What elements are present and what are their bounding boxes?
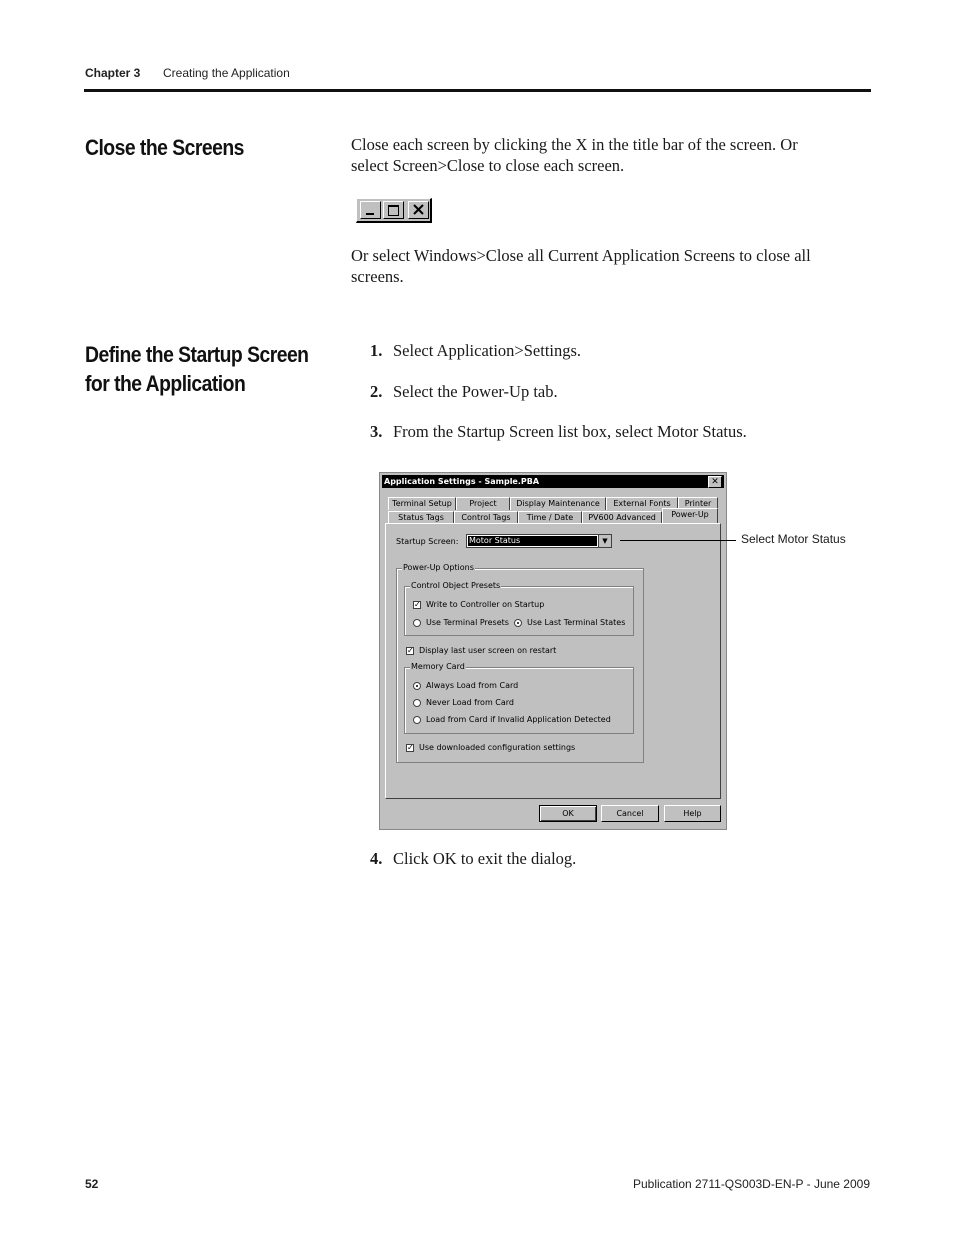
callout-leader xyxy=(620,540,736,541)
tab-printer[interactable]: Printer xyxy=(678,497,718,510)
use-last-states-radio[interactable] xyxy=(514,619,522,627)
use-downloaded-checkbox[interactable]: ✓ xyxy=(407,743,414,752)
dialog-close-icon[interactable]: ✕ xyxy=(708,476,722,488)
close-icon xyxy=(408,201,429,219)
header-rule xyxy=(84,89,871,92)
application-settings-dialog xyxy=(379,472,727,830)
tab-terminal-setup[interactable]: Terminal Setup xyxy=(388,497,456,510)
power-up-options-label: Power-Up Options xyxy=(403,563,474,572)
close-paragraph-1: Close each screen by clicking the X in the title bar of the screen. Or select Screen>Close to close each screen. xyxy=(351,135,798,175)
always-load-radio[interactable] xyxy=(413,682,421,690)
use-downloaded-label: Use downloaded configuration settings xyxy=(419,743,576,752)
dialog-title: Application Settings - Sample.PBA xyxy=(384,477,540,486)
maximize-icon xyxy=(383,201,404,219)
list-item: 2. Select the Power-Up tab. xyxy=(370,382,558,401)
write-controller-label: Write to Controller on Startup xyxy=(426,600,545,609)
memory-card-label: Memory Card xyxy=(411,662,465,671)
minimize-icon xyxy=(360,201,381,219)
never-load-label: Never Load from Card xyxy=(426,698,515,707)
write-controller-checkbox[interactable]: ✓ xyxy=(414,600,421,609)
startup-screen-value: Motor Status xyxy=(468,536,597,546)
heading-close-screens: Close the Screens xyxy=(85,135,244,160)
tab-display-maintenance[interactable]: Display Maintenance xyxy=(510,497,606,510)
control-object-presets-group xyxy=(404,581,634,636)
dialog-title-bar xyxy=(382,475,724,488)
display-last-checkbox[interactable]: ✓ xyxy=(407,646,414,655)
startup-screen-select[interactable] xyxy=(466,534,612,548)
tab-external-fonts[interactable]: External Fonts xyxy=(606,497,678,510)
tab-control-tags[interactable]: Control Tags xyxy=(454,511,518,524)
window-title-buttons xyxy=(356,198,432,223)
use-presets-radio[interactable] xyxy=(413,619,421,627)
never-load-radio[interactable] xyxy=(413,699,421,707)
list-item: 3. From the Startup Screen list box, select Motor Status. xyxy=(370,422,747,441)
section-label: Creating the Application xyxy=(163,66,290,80)
control-object-presets-label: Control Object Presets xyxy=(411,581,501,590)
tab-status-tags[interactable]: Status Tags xyxy=(388,511,454,524)
publication-info: Publication 2711-QS003D-EN-P - June 2009 xyxy=(632,1177,870,1191)
display-last-label: Display last user screen on restart xyxy=(419,646,557,655)
cancel-button[interactable]: Cancel xyxy=(601,805,659,822)
help-button[interactable]: Help xyxy=(664,805,721,822)
load-invalid-radio[interactable] xyxy=(413,716,421,724)
tab-power-up[interactable]: Power-Up xyxy=(662,508,718,523)
tab-pv600-advanced[interactable]: PV600 Advanced xyxy=(582,511,662,524)
tab-time-date[interactable]: Time / Date xyxy=(518,511,582,524)
tab-project[interactable]: Project xyxy=(456,497,510,510)
load-invalid-label: Load from Card if Invalid Application Detected xyxy=(426,715,611,724)
chapter-label: Chapter 3 xyxy=(85,66,141,80)
list-item: 1. Select Application>Settings. xyxy=(370,341,582,360)
page-number: 52 xyxy=(85,1177,99,1191)
running-header xyxy=(85,66,290,80)
use-presets-label: Use Terminal Presets xyxy=(426,618,509,627)
chevron-down-icon[interactable]: ▼ xyxy=(598,535,611,547)
heading-define-startup: Define the Startup Screen for the Application xyxy=(85,342,309,396)
ok-button[interactable]: OK xyxy=(539,805,597,822)
close-paragraph-2: Or select Windows>Close all Current Application Screens to close all screens. xyxy=(351,246,811,286)
callout-select-motor-status: Select Motor Status xyxy=(741,532,846,546)
list-item: 4. Click OK to exit the dialog. xyxy=(370,849,577,868)
use-last-states-label: Use Last Terminal States xyxy=(527,618,626,627)
startup-screen-label: Startup Screen: xyxy=(396,537,459,546)
always-load-label: Always Load from Card xyxy=(426,681,519,690)
